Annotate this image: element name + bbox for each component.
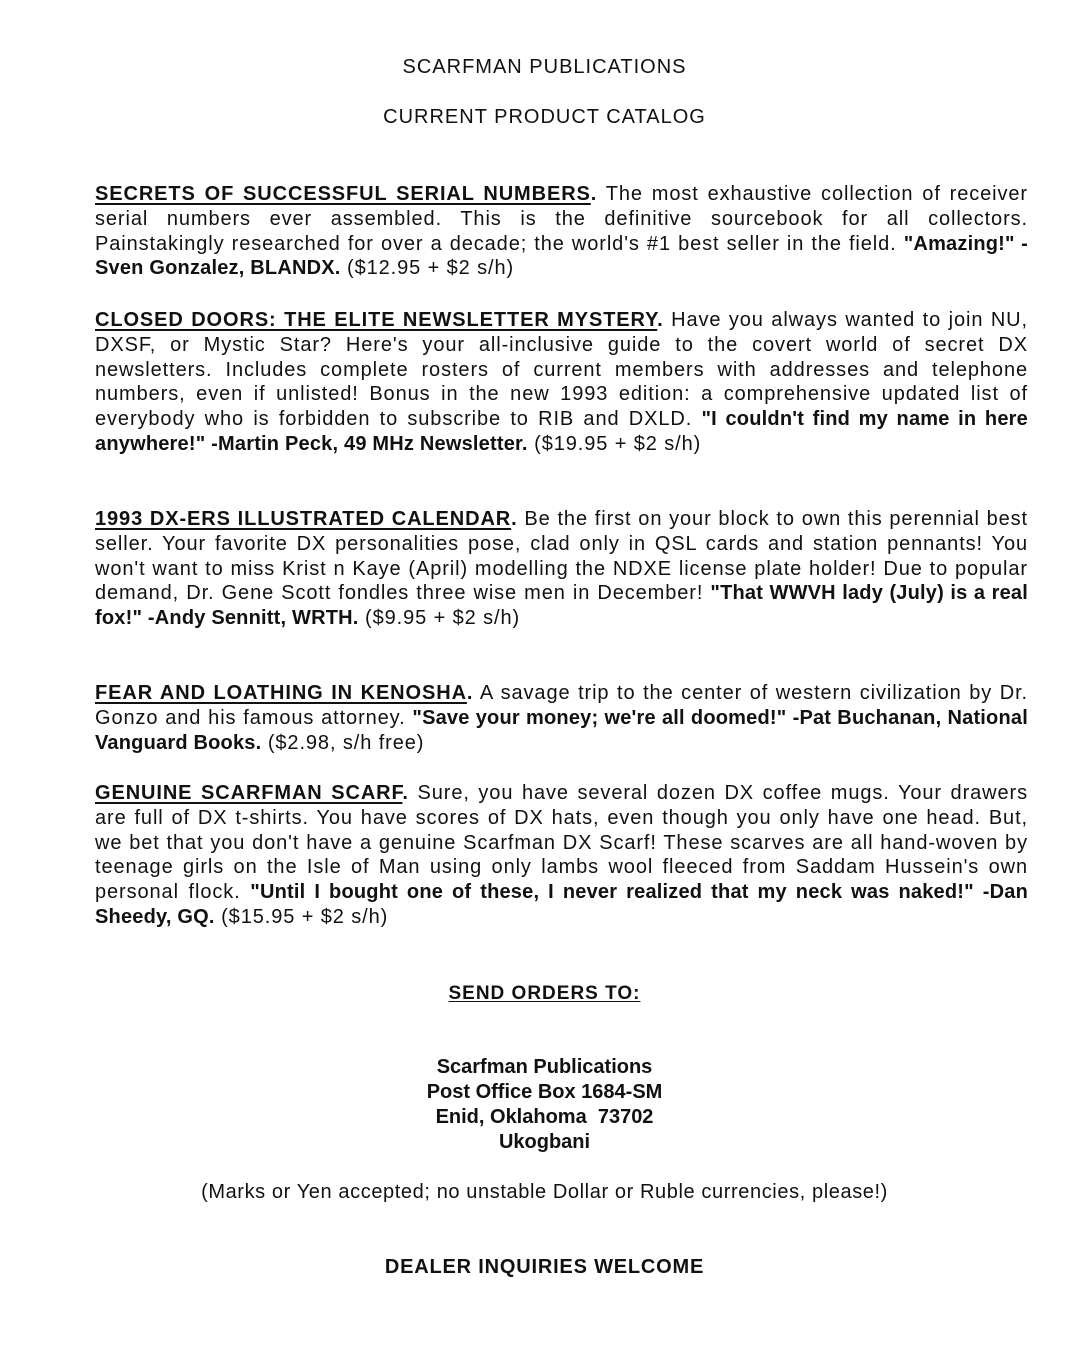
address-line: Ukogbani	[498, 1131, 591, 1153]
product-price: ($12.95 + $2 s/h)	[347, 257, 515, 280]
product-price: ($15.95 + $2 s/h)	[221, 905, 389, 928]
product-description: Have you always wanted to join NU, DXSF, or Mystic Star? Here's your all-inclusive guide to the covert world of secret DX newsletters. Includes complete rosters of current members with addresses and telephone numbers, even if unlisted! Bonus in the new 1993 edition: a comprehensive updated list of everybody who is forbidden to subscribe to RIB and DXLD.	[95, 309, 1028, 431]
send-orders-heading: SEND ORDERS TO:	[448, 983, 641, 1004]
product-title: GENUINE SCARFMAN SCARF	[95, 782, 403, 804]
catalog-title: CURRENT PRODUCT CATALOG	[383, 106, 706, 128]
product-description: The most exhaustive collection of receiver serial numbers ever assembled. This is the definitive sourcebook for all collectors. Painstakingly researched for over a decade; the world's #1 best seller in the field.	[95, 183, 1028, 255]
product-title: CLOSED DOORS: THE ELITE NEWSLETTER MYSTERY	[95, 309, 658, 331]
product-title: FEAR AND LOATHING IN KENOSHA	[95, 682, 467, 704]
product-title: 1993 DX-ERS ILLUSTRATED CALENDAR	[95, 508, 512, 530]
mailing-address	[0, 1055, 1089, 1155]
product-quote: "Save your money; we're all doomed!" -Pat Buchanan, National Vanguard Books.	[95, 706, 1028, 754]
product-description: Sure, you have several dozen DX coffee mugs. Your drawers are full of DX t-shirts. You have scores of DX hats, even though you only have one head. But, we bet that you don't have a genuine Scarfman DX Scarf! These scarves are all hand-woven by teenage girls on the Isle of Man using only lambs wool fleeced from Saddam Hussein's own personal flock.	[95, 782, 1028, 904]
product-quote: "Amazing!" -Sven Gonzalez, BLANDX.	[95, 232, 1028, 280]
currency-note: (Marks or Yen accepted; no unstable Dollar or Ruble currencies, please!)	[201, 1181, 888, 1203]
product-quote: "Until I bought one of these, I never realized that my neck was naked!" -Dan Sheedy, GQ.	[95, 881, 1028, 928]
product-description: A savage trip to the center of western civilization by Dr. Gonzo and his famous attorney.	[95, 682, 1028, 729]
product-entry: SECRETS OF SUCCESSFUL SERIAL NUMBERS. The most exhaustive collection of receiver serial numbers ever assembled. This is the definitive sourcebook for all collectors. Painstakingly researched for over a decade; the world's #1 best seller in the field. "Amazing!" -Sven Gonzalez, BLANDX. ($12.95 + $2 s/h)	[95, 183, 1028, 280]
product-entry: GENUINE SCARFMAN SCARF. Sure, you have several dozen DX coffee mugs. Your drawers are full of DX t-shirts. You have scores of DX hats, even though you only have one head. But, we bet that you don't have a genuine Scarfman DX Scarf! These scarves are all hand-woven by teenage girls on the Isle of Man using only lambs wool fleeced from Saddam Hussein's own personal flock. "Until I bought one of these, I never realized that my neck was naked!" -Dan Sheedy, GQ. ($15.95 + $2 s/h)	[95, 782, 1028, 928]
address-line: Scarfman Publications	[436, 1056, 653, 1078]
product-description: Be the first on your block to own this perennial best seller. Your favorite DX personalities pose, clad only in QSL cards and station pennants! You won't want to miss Krist n Kaye (April) modelling the NDXE license plate holder! Due to popular demand, Dr. Gene Scott fondles three wise men in December!	[95, 508, 1028, 605]
product-title: SECRETS OF SUCCESSFUL SERIAL NUMBERS	[95, 183, 591, 205]
product-quote: "That WWVH lady (July) is a real fox!" -Andy Sennitt, WRTH.	[95, 582, 1028, 630]
product-price: ($2.98, s/h free)	[267, 731, 425, 754]
address-line: Enid, Oklahoma 73702	[435, 1106, 654, 1128]
product-entry: CLOSED DOORS: THE ELITE NEWSLETTER MYSTERY. Have you always wanted to join NU, DXSF, or Mystic Star? Here's your all-inclusive guide to the covert world of secret DX newsletters. Includes complete rosters of current members with addresses and telephone numbers, even if unlisted! Bonus in the new 1993 edition: a comprehensive updated list of everybody who is forbidden to subscribe to RIB and DXLD. "I couldn't find my name in here anywhere!" -Martin Peck, 49 MHz Newsletter. ($19.95 + $2 s/h)	[95, 309, 1028, 455]
publisher-heading: SCARFMAN PUBLICATIONS	[402, 56, 687, 78]
product-entry: 1993 DX-ERS ILLUSTRATED CALENDAR. Be the first on your block to own this perennial best seller. Your favorite DX personalities pose, clad only in QSL cards and station pennants! You won't want to miss Krist n Kaye (April) modelling the NDXE license plate holder! Due to popular demand, Dr. Gene Scott fondles three wise men in December! "That WWVH lady (July) is a real fox!" -Andy Sennitt, WRTH. ($9.95 + $2 s/h)	[95, 508, 1028, 630]
product-price: ($19.95 + $2 s/h)	[534, 432, 702, 455]
product-price: ($9.95 + $2 s/h)	[365, 607, 521, 630]
product-entry: FEAR AND LOATHING IN KENOSHA. A savage trip to the center of western civilization by Dr. Gonzo and his famous attorney. "Save your money; we're all doomed!" -Pat Buchanan, National Vanguard Books. ($2.98, s/h free)	[95, 682, 1028, 754]
product-quote: "I couldn't find my name in here anywhere!" -Martin Peck, 49 MHz Newsletter.	[95, 408, 1028, 455]
address-line: Post Office Box 1684-SM	[426, 1081, 663, 1103]
dealer-inquiries: DEALER INQUIRIES WELCOME	[384, 1256, 705, 1278]
